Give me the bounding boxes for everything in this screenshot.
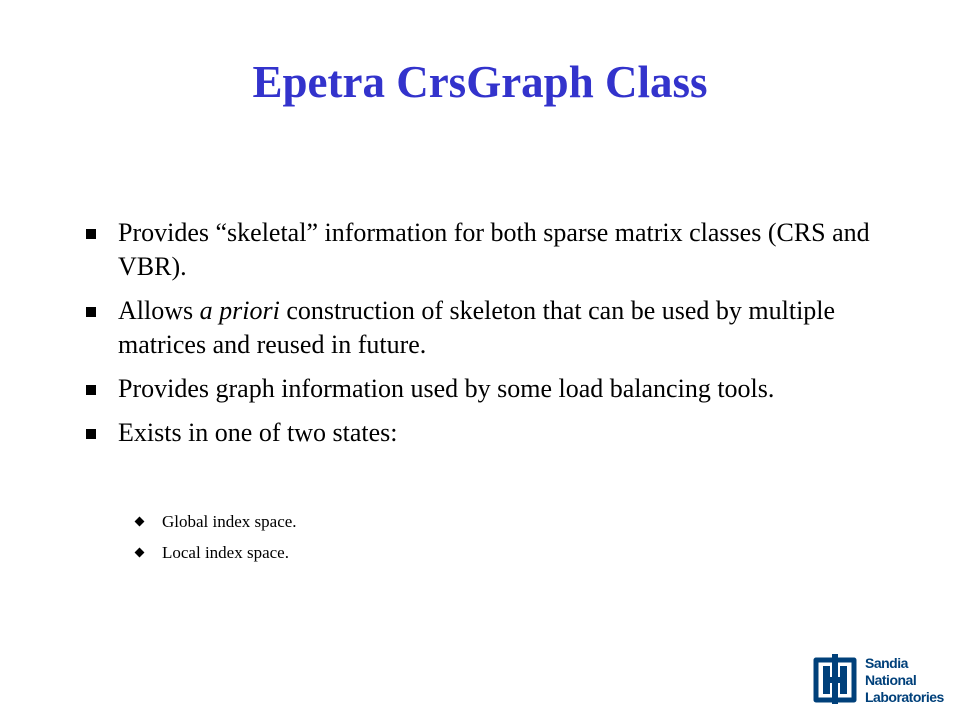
bullet-text-italic: a priori [199, 296, 280, 325]
sandia-thunderbird-logo-icon [812, 652, 858, 708]
logo-wordmark [865, 655, 944, 706]
sub-bullet-item [84, 542, 914, 564]
bullet-text-after: construction of skeleton that can be used by multiple matrices and reused in future. [118, 296, 836, 359]
bullet-text: Provides graph information used by some load balancing tools. [118, 374, 775, 403]
square-bullet-icon [84, 294, 104, 328]
logo-line-2: National [865, 672, 917, 688]
slide-title: Epetra CrsGraph Class [252, 57, 708, 107]
bullet-text: Exists in one of two states: [118, 418, 398, 447]
sub-bullet-item [84, 511, 914, 533]
logo-line-1: Sandia [865, 655, 908, 671]
sub-bullet-list [84, 511, 914, 573]
bullet-text-before: Allows [118, 296, 200, 325]
bullet-item [84, 372, 914, 406]
diamond-bullet-icon [134, 542, 148, 564]
logo-line-3: Laboratories [865, 689, 944, 705]
bullet-item [84, 216, 914, 284]
square-bullet-icon [84, 416, 104, 450]
bullet-text: Provides “skeletal” information for both sparse matrix classes (CRS and VBR). [118, 218, 870, 281]
square-bullet-icon [84, 216, 104, 250]
sub-bullet-text: Global index space. [162, 512, 297, 531]
sub-bullet-text: Local index space. [162, 543, 289, 562]
bullet-item [84, 416, 914, 450]
bullet-list [84, 216, 914, 460]
square-bullet-icon [84, 372, 104, 406]
bullet-item [84, 294, 914, 362]
diamond-bullet-icon [134, 511, 148, 533]
sandia-logo [812, 652, 944, 710]
